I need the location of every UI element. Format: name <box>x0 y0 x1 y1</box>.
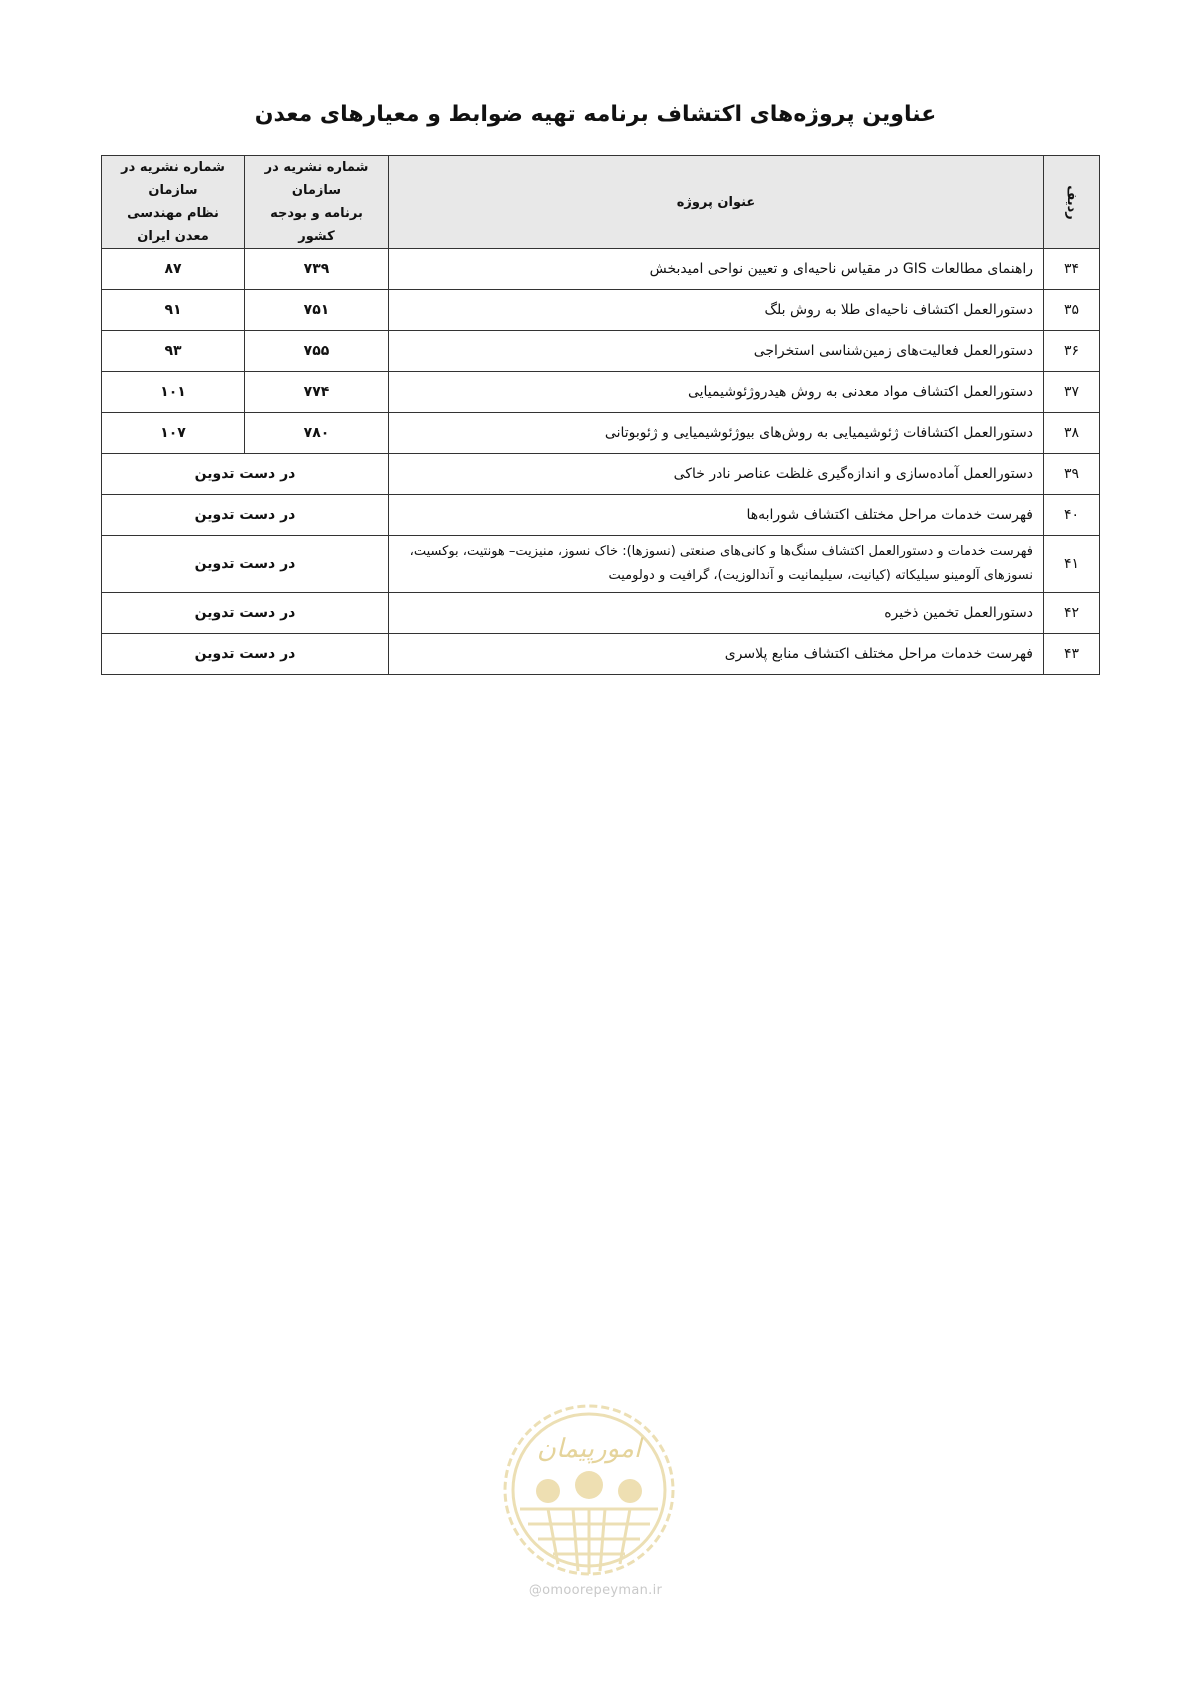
row-title: فهرست خدمات مراحل مختلف اکتشاف شورابه‌ها <box>389 495 1044 536</box>
row-title: دستورالعمل اکتشاف ناحیه‌ای طلا به روش بلگ <box>389 290 1044 331</box>
row-status: در دست تدوین <box>102 634 389 675</box>
footer-website: @omoorepeyman.ir <box>528 1583 663 1598</box>
row-title: دستورالعمل آماده‌سازی و اندازه‌گیری غلظت عناصر نادر خاکی <box>389 454 1044 495</box>
row-index: ۳۵ <box>1044 290 1100 331</box>
table-header-row <box>102 156 1100 249</box>
row-pbo-number: ۷۸۰ <box>245 413 389 454</box>
row-pbo-number: ۷۷۴ <box>245 372 389 413</box>
row-index: ۳۷ <box>1044 372 1100 413</box>
row-pbo-number: ۷۳۹ <box>245 249 389 290</box>
row-title: دستورالعمل اکتشاف مواد معدنی به روش هیدروژئوشیمیایی <box>389 372 1044 413</box>
row-title <box>389 536 1044 593</box>
row-index: ۳۸ <box>1044 413 1100 454</box>
row-title: راهنمای مطالعات GIS در مقیاس ناحیه‌ای و تعیین نواحی امیدبخش <box>389 249 1044 290</box>
header-project-title: عنوان پروژه <box>389 156 1044 249</box>
row-pbo-number: ۷۵۵ <box>245 331 389 372</box>
header-pbo-number: شماره نشریه در سازمان برنامه و بودجه کشور <box>245 156 389 249</box>
row-title-line-1: فهرست خدمات و دستورالعمل اکتشاف سنگ‌ها و کانی‌های صنعتی (نسوزها): خاک نسوز، منیزیت– هونتیت، بوکسیت، <box>409 544 1033 559</box>
table-row <box>102 290 1100 331</box>
row-imo-number: ۱۰۷ <box>102 413 245 454</box>
row-imo-number: ۹۳ <box>102 331 245 372</box>
row-imo-number: ۹۱ <box>102 290 245 331</box>
table-row <box>102 536 1100 593</box>
row-title: فهرست خدمات مراحل مختلف اکتشاف منابع پلاسری <box>389 634 1044 675</box>
header-imo-number: شماره نشریه در سازمان نظام مهندسی معدن ایران <box>102 156 245 249</box>
row-status: در دست تدوین <box>102 495 389 536</box>
table-row <box>102 331 1100 372</box>
row-index: ۳۹ <box>1044 454 1100 495</box>
row-title: دستورالعمل فعالیت‌های زمین‌شناسی استخراجی <box>389 331 1044 372</box>
table-row <box>102 593 1100 634</box>
row-index: ۴۰ <box>1044 495 1100 536</box>
table-row <box>102 634 1100 675</box>
row-imo-number: ۸۷ <box>102 249 245 290</box>
row-index: ۴۲ <box>1044 593 1100 634</box>
row-status: در دست تدوین <box>102 536 389 593</box>
row-index: ۳۴ <box>1044 249 1100 290</box>
row-title: دستورالعمل تخمین ذخیره <box>389 593 1044 634</box>
table-row <box>102 495 1100 536</box>
row-index: ۳۶ <box>1044 331 1100 372</box>
table-row <box>102 413 1100 454</box>
row-title: دستورالعمل اکتشافات ژئوشیمیایی به روش‌های بیوژئوشیمیایی و ژئوبوتانی <box>389 413 1044 454</box>
row-imo-number: ۱۰۱ <box>102 372 245 413</box>
row-index: ۴۱ <box>1044 536 1100 593</box>
row-pbo-number: ۷۵۱ <box>245 290 389 331</box>
row-index: ۴۳ <box>1044 634 1100 675</box>
row-status: در دست تدوین <box>102 454 389 495</box>
table-row <box>102 372 1100 413</box>
row-status: در دست تدوین <box>102 593 389 634</box>
header-index: ردیف <box>1044 156 1100 249</box>
projects-table <box>101 155 1100 675</box>
page-title: عناوین پروژه‌های اکتشاف برنامه تهیه ضوابط و معیارهای معدن <box>254 102 937 127</box>
table-row <box>102 454 1100 495</box>
row-title-line-2: نسوزهای آلومینو سیلیکاته (کیانیت، سیلیمانیت و آندالوزیت)، گرافیت و دولومیت <box>608 568 1033 583</box>
omoor-peyman-logo-watermark <box>498 1399 680 1581</box>
table-row <box>102 249 1100 290</box>
watermark-text: امورپیمان <box>536 1434 642 1464</box>
